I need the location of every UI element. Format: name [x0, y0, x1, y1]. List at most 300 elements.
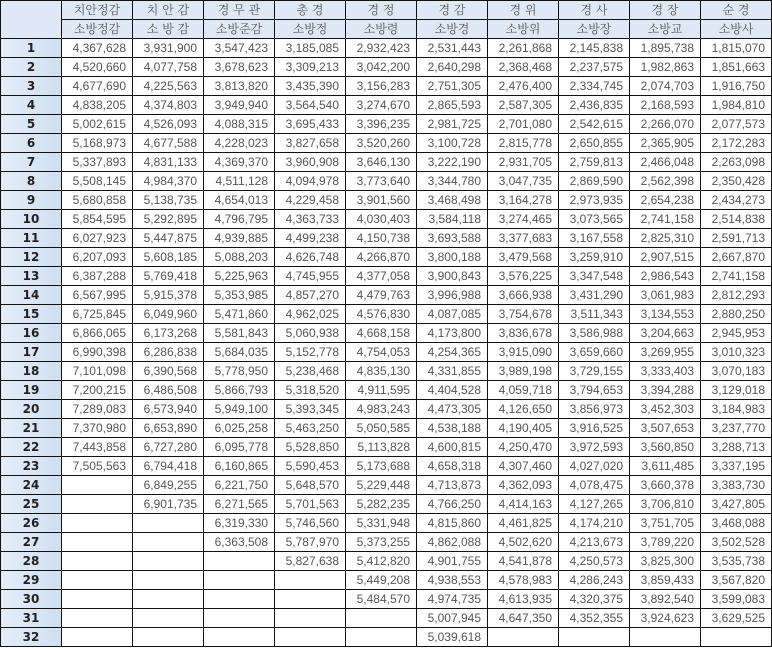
fire-rank-header: 소방정감: [62, 20, 133, 39]
salary-cell: 6,221,750: [204, 476, 275, 495]
salary-cell: 7,101,098: [62, 362, 133, 381]
table-row: [1, 77, 772, 96]
salary-cell: 6,725,845: [62, 305, 133, 324]
salary-cell: 6,286,838: [133, 343, 204, 362]
salary-cell: 5,449,208: [346, 571, 417, 590]
salary-cell: 4,831,133: [133, 153, 204, 172]
salary-cell: 5,827,638: [275, 552, 346, 571]
table-row: [1, 419, 772, 438]
empty-cell: [488, 628, 559, 647]
table-row: [1, 362, 772, 381]
salary-cell: 3,468,498: [417, 191, 488, 210]
salary-cell: 3,576,225: [488, 267, 559, 286]
salary-cell: 3,073,565: [559, 210, 630, 229]
salary-cell: 6,049,960: [133, 305, 204, 324]
table-row: [1, 400, 772, 419]
salary-cell: 5,088,203: [204, 248, 275, 267]
empty-cell: [133, 590, 204, 609]
salary-cell: 4,250,470: [488, 438, 559, 457]
empty-cell: [204, 571, 275, 590]
salary-cell: 3,269,955: [630, 343, 701, 362]
salary-cell: 5,138,735: [133, 191, 204, 210]
salary-cell: 2,654,238: [630, 191, 701, 210]
police-rank-header: 경 위: [488, 1, 559, 20]
police-rank-header: 경 장: [630, 1, 701, 20]
salary-cell: 5,447,875: [133, 229, 204, 248]
salary-cell: 5,337,893: [62, 153, 133, 172]
step-number: 16: [1, 324, 62, 343]
step-number: 23: [1, 457, 62, 476]
table-row: [1, 39, 772, 58]
step-number: 27: [1, 533, 62, 552]
salary-cell: 6,486,508: [133, 381, 204, 400]
salary-cell: 2,815,778: [488, 134, 559, 153]
table-row: [1, 476, 772, 495]
police-rank-header: 치 안 감: [133, 1, 204, 20]
salary-cell: 5,769,418: [133, 267, 204, 286]
salary-cell: 4,745,955: [275, 267, 346, 286]
fire-rank-header: 소방위: [488, 20, 559, 39]
salary-cell: 3,377,683: [488, 229, 559, 248]
empty-cell: [62, 571, 133, 590]
salary-cell: 4,526,093: [133, 115, 204, 134]
salary-cell: 6,653,890: [133, 419, 204, 438]
step-number: 30: [1, 590, 62, 609]
salary-cell: 3,916,525: [559, 419, 630, 438]
salary-cell: 3,567,820: [701, 571, 772, 590]
table-row: [1, 115, 772, 134]
salary-cell: 6,095,778: [204, 438, 275, 457]
salary-cell: 3,859,433: [630, 571, 701, 590]
salary-cell: 2,263,098: [701, 153, 772, 172]
salary-cell: 6,027,923: [62, 229, 133, 248]
salary-cell: 3,427,805: [701, 495, 772, 514]
step-number: 18: [1, 362, 62, 381]
salary-cell: 3,274,465: [488, 210, 559, 229]
salary-cell: 3,164,278: [488, 191, 559, 210]
empty-cell: [62, 514, 133, 533]
step-number: 7: [1, 153, 62, 172]
corner-cell: [1, 1, 62, 39]
police-rank-header: 총 경: [275, 1, 346, 20]
salary-cell: 3,184,983: [701, 400, 772, 419]
salary-cell: 4,984,370: [133, 172, 204, 191]
police-rank-header: 순 경: [701, 1, 772, 20]
salary-cell: 4,835,130: [346, 362, 417, 381]
police-rank-header: 경 감: [417, 1, 488, 20]
salary-cell: 4,862,088: [417, 533, 488, 552]
salary-cell: 5,484,570: [346, 590, 417, 609]
salary-cell: 2,466,048: [630, 153, 701, 172]
salary-cell: 3,100,728: [417, 134, 488, 153]
salary-cell: 4,320,375: [559, 590, 630, 609]
salary-cell: 5,238,468: [275, 362, 346, 381]
salary-cell: 3,931,900: [133, 39, 204, 58]
salary-cell: 4,766,250: [417, 495, 488, 514]
salary-cell: 4,473,305: [417, 400, 488, 419]
salary-cell: 3,259,910: [559, 248, 630, 267]
salary-cell: 5,168,973: [62, 134, 133, 153]
salary-cell: 3,924,623: [630, 609, 701, 628]
empty-cell: [62, 495, 133, 514]
salary-cell: 3,431,290: [559, 286, 630, 305]
salary-cell: 5,225,963: [204, 267, 275, 286]
salary-cell: 2,751,305: [417, 77, 488, 96]
salary-cell: 2,701,080: [488, 115, 559, 134]
table-row: [1, 172, 772, 191]
salary-cell: 5,412,820: [346, 552, 417, 571]
salary-cell: 5,866,793: [204, 381, 275, 400]
salary-cell: 3,396,235: [346, 115, 417, 134]
salary-cell: 7,200,215: [62, 381, 133, 400]
salary-cell: 5,590,453: [275, 457, 346, 476]
step-number: 4: [1, 96, 62, 115]
step-number: 15: [1, 305, 62, 324]
salary-cell: 4,286,243: [559, 571, 630, 590]
table-row: [1, 248, 772, 267]
salary-cell: 3,836,678: [488, 324, 559, 343]
salary-cell: 4,939,885: [204, 229, 275, 248]
salary-cell: 6,319,330: [204, 514, 275, 533]
salary-cell: 3,599,083: [701, 590, 772, 609]
salary-cell: 5,173,688: [346, 457, 417, 476]
salary-cell: 4,363,733: [275, 210, 346, 229]
salary-cell: 3,996,988: [417, 286, 488, 305]
salary-cell: 1,984,810: [701, 96, 772, 115]
salary-cell: 4,658,318: [417, 457, 488, 476]
salary-cell: 3,892,540: [630, 590, 701, 609]
table-row: [1, 58, 772, 77]
step-number: 9: [1, 191, 62, 210]
salary-cell: 5,292,895: [133, 210, 204, 229]
salary-cell: 4,377,058: [346, 267, 417, 286]
salary-cell: 4,174,210: [559, 514, 630, 533]
police-rank-header: 경 무 관: [204, 1, 275, 20]
salary-cell: 3,129,018: [701, 381, 772, 400]
salary-cell: 4,228,023: [204, 134, 275, 153]
fire-rank-header: 소방경: [417, 20, 488, 39]
step-number: 17: [1, 343, 62, 362]
salary-cell: 6,573,940: [133, 400, 204, 419]
salary-cell: 3,383,730: [701, 476, 772, 495]
salary-cell: 4,229,458: [275, 191, 346, 210]
step-number: 19: [1, 381, 62, 400]
salary-cell: 5,949,100: [204, 400, 275, 419]
salary-cell: 7,505,563: [62, 457, 133, 476]
salary-cell: 3,856,973: [559, 400, 630, 419]
fire-rank-header: 소 방 감: [133, 20, 204, 39]
salary-cell: 4,962,025: [275, 305, 346, 324]
salary-cell: 3,773,640: [346, 172, 417, 191]
salary-cell: 5,282,235: [346, 495, 417, 514]
step-number: 26: [1, 514, 62, 533]
salary-cell: 4,087,085: [417, 305, 488, 324]
salary-cell: 2,587,305: [488, 96, 559, 115]
salary-cell: 3,693,588: [417, 229, 488, 248]
salary-cell: 4,150,738: [346, 229, 417, 248]
salary-cell: 5,746,560: [275, 514, 346, 533]
salary-cell: 3,789,220: [630, 533, 701, 552]
fire-rank-header: 소방교: [630, 20, 701, 39]
salary-cell: 2,542,615: [559, 115, 630, 134]
table-row: [1, 343, 772, 362]
salary-cell: 5,701,563: [275, 495, 346, 514]
salary-cell: 5,331,948: [346, 514, 417, 533]
step-number: 12: [1, 248, 62, 267]
empty-cell: [275, 609, 346, 628]
empty-cell: [275, 628, 346, 647]
table-row: [1, 229, 772, 248]
salary-cell: 2,812,293: [701, 286, 772, 305]
salary-cell: 5,373,255: [346, 533, 417, 552]
table-row: [1, 324, 772, 343]
salary-cell: 4,307,460: [488, 457, 559, 476]
salary-cell: 3,347,548: [559, 267, 630, 286]
empty-cell: [204, 590, 275, 609]
empty-cell: [133, 514, 204, 533]
table-body: [1, 39, 772, 647]
salary-cell: 4,974,735: [417, 590, 488, 609]
salary-cell: 3,394,288: [630, 381, 701, 400]
salary-cell: 3,185,085: [275, 39, 346, 58]
empty-cell: [346, 609, 417, 628]
salary-cell: 3,754,678: [488, 305, 559, 324]
salary-cell: 3,901,560: [346, 191, 417, 210]
fire-rank-header: 소방장: [559, 20, 630, 39]
step-number: 13: [1, 267, 62, 286]
salary-cell: 3,960,908: [275, 153, 346, 172]
salary-cell: 2,667,870: [701, 248, 772, 267]
salary-cell: 2,237,575: [559, 58, 630, 77]
step-number: 24: [1, 476, 62, 495]
salary-cell: 4,600,815: [417, 438, 488, 457]
salary-cell: 4,983,243: [346, 400, 417, 419]
table-row: [1, 533, 772, 552]
header-row-police-ranks: [1, 1, 772, 20]
salary-cell: 4,520,660: [62, 58, 133, 77]
salary-cell: 3,547,423: [204, 39, 275, 58]
salary-cell: 3,666,938: [488, 286, 559, 305]
salary-cell: 1,982,863: [630, 58, 701, 77]
salary-cell: 3,535,738: [701, 552, 772, 571]
salary-cell: 4,626,748: [275, 248, 346, 267]
salary-cell: 4,173,800: [417, 324, 488, 343]
salary-cell: 4,578,983: [488, 571, 559, 590]
salary-cell: 7,443,858: [62, 438, 133, 457]
salary-cell: 4,414,163: [488, 495, 559, 514]
salary-cell: 6,387,288: [62, 267, 133, 286]
salary-cell: 4,677,690: [62, 77, 133, 96]
salary-cell: 4,677,588: [133, 134, 204, 153]
salary-cell: 5,608,185: [133, 248, 204, 267]
salary-cell: 4,352,355: [559, 609, 630, 628]
salary-cell: 5,854,595: [62, 210, 133, 229]
salary-cell: 1,851,663: [701, 58, 772, 77]
salary-cell: 3,070,183: [701, 362, 772, 381]
salary-cell: 2,986,543: [630, 267, 701, 286]
salary-cell: 3,678,623: [204, 58, 275, 77]
fire-rank-header: 소방정: [275, 20, 346, 39]
salary-cell: 3,520,260: [346, 134, 417, 153]
salary-cell: 4,815,860: [417, 514, 488, 533]
salary-cell: 3,813,820: [204, 77, 275, 96]
step-number: 28: [1, 552, 62, 571]
salary-cell: 2,880,250: [701, 305, 772, 324]
salary-cell: 2,741,158: [701, 267, 772, 286]
salary-cell: 5,229,448: [346, 476, 417, 495]
salary-cell: 6,363,508: [204, 533, 275, 552]
table-row: [1, 514, 772, 533]
salary-cell: 3,560,850: [630, 438, 701, 457]
salary-cell: 3,751,705: [630, 514, 701, 533]
salary-cell: 2,945,953: [701, 324, 772, 343]
table-row: [1, 134, 772, 153]
empty-cell: [133, 533, 204, 552]
step-number: 20: [1, 400, 62, 419]
salary-cell: 4,538,188: [417, 419, 488, 438]
salary-cell: 5,050,585: [346, 419, 417, 438]
salary-cell: 2,932,423: [346, 39, 417, 58]
salary-cell: 3,511,343: [559, 305, 630, 324]
salary-cell: 5,353,985: [204, 286, 275, 305]
salary-cell: 4,362,093: [488, 476, 559, 495]
salary-cell: 4,127,265: [559, 495, 630, 514]
salary-cell: 3,659,660: [559, 343, 630, 362]
salary-cell: 6,990,398: [62, 343, 133, 362]
table-row: [1, 438, 772, 457]
salary-cell: 4,088,315: [204, 115, 275, 134]
step-number: 31: [1, 609, 62, 628]
salary-cell: 3,972,593: [559, 438, 630, 457]
salary-cell: 6,160,865: [204, 457, 275, 476]
salary-cell: 4,754,053: [346, 343, 417, 362]
header-row-fire-ranks: [1, 20, 772, 39]
salary-cell: 5,002,615: [62, 115, 133, 134]
salary-cell: 4,250,573: [559, 552, 630, 571]
fire-rank-header: 소방사: [701, 20, 772, 39]
salary-cell: 3,452,303: [630, 400, 701, 419]
salary-cell: 3,584,118: [417, 210, 488, 229]
salary-cell: 6,173,268: [133, 324, 204, 343]
salary-cell: 4,613,935: [488, 590, 559, 609]
empty-cell: [62, 628, 133, 647]
empty-cell: [62, 552, 133, 571]
salary-cell: 4,938,553: [417, 571, 488, 590]
fire-rank-header: 소방령: [346, 20, 417, 39]
salary-cell: 3,435,390: [275, 77, 346, 96]
table-row: [1, 609, 772, 628]
step-number: 1: [1, 39, 62, 58]
empty-cell: [133, 552, 204, 571]
salary-cell: 6,567,995: [62, 286, 133, 305]
salary-cell: 7,370,980: [62, 419, 133, 438]
step-number: 5: [1, 115, 62, 134]
salary-cell: 3,204,663: [630, 324, 701, 343]
salary-cell: 3,479,568: [488, 248, 559, 267]
salary-cell: 4,857,270: [275, 286, 346, 305]
salary-cell: 2,981,725: [417, 115, 488, 134]
salary-cell: 6,901,735: [133, 495, 204, 514]
salary-cell: 3,047,735: [488, 172, 559, 191]
table-row: [1, 153, 772, 172]
salary-cell: 3,989,198: [488, 362, 559, 381]
salary-cell: 4,668,158: [346, 324, 417, 343]
salary-cell: 5,113,828: [346, 438, 417, 457]
salary-cell: 5,581,843: [204, 324, 275, 343]
salary-cell: 2,741,158: [630, 210, 701, 229]
salary-cell: 4,838,205: [62, 96, 133, 115]
step-number: 14: [1, 286, 62, 305]
salary-cell: 2,261,868: [488, 39, 559, 58]
salary-cell: 3,825,300: [630, 552, 701, 571]
salary-cell: 3,507,653: [630, 419, 701, 438]
salary-cell: 2,759,813: [559, 153, 630, 172]
table-row: [1, 267, 772, 286]
salary-cell: 5,039,618: [417, 628, 488, 647]
step-number: 21: [1, 419, 62, 438]
salary-cell: 4,511,128: [204, 172, 275, 191]
step-number: 11: [1, 229, 62, 248]
salary-cell: 4,479,763: [346, 286, 417, 305]
step-number: 10: [1, 210, 62, 229]
salary-cell: 2,650,855: [559, 134, 630, 153]
salary-cell: 3,660,378: [630, 476, 701, 495]
empty-cell: [62, 533, 133, 552]
salary-cell: 4,374,803: [133, 96, 204, 115]
salary-cell: 4,027,020: [559, 457, 630, 476]
salary-cell: 2,368,468: [488, 58, 559, 77]
step-number: 6: [1, 134, 62, 153]
salary-cell: 4,266,870: [346, 248, 417, 267]
empty-cell: [204, 609, 275, 628]
salary-cell: 4,713,873: [417, 476, 488, 495]
salary-cell: 3,288,713: [701, 438, 772, 457]
salary-cell: 3,695,433: [275, 115, 346, 134]
salary-cell: 4,499,238: [275, 229, 346, 248]
empty-cell: [133, 609, 204, 628]
salary-cell: 2,973,935: [559, 191, 630, 210]
table-row: [1, 628, 772, 647]
step-number: 2: [1, 58, 62, 77]
salary-cell: 4,059,718: [488, 381, 559, 400]
salary-cell: 1,916,750: [701, 77, 772, 96]
salary-cell: 2,640,298: [417, 58, 488, 77]
table-row: [1, 305, 772, 324]
step-number: 25: [1, 495, 62, 514]
salary-cell: 5,684,035: [204, 343, 275, 362]
salary-cell: 2,591,713: [701, 229, 772, 248]
salary-cell: 3,134,553: [630, 305, 701, 324]
salary-cell: 3,309,213: [275, 58, 346, 77]
salary-cell: 4,576,830: [346, 305, 417, 324]
salary-cell: 2,562,398: [630, 172, 701, 191]
salary-cell: 4,078,475: [559, 476, 630, 495]
table-row: [1, 571, 772, 590]
salary-cell: 4,796,795: [204, 210, 275, 229]
salary-cell: 5,787,970: [275, 533, 346, 552]
salary-cell: 6,207,093: [62, 248, 133, 267]
salary-cell: 3,915,090: [488, 343, 559, 362]
empty-cell: [275, 571, 346, 590]
salary-cell: 2,077,573: [701, 115, 772, 134]
salary-cell: 3,042,200: [346, 58, 417, 77]
empty-cell: [62, 476, 133, 495]
salary-cell: 6,390,568: [133, 362, 204, 381]
empty-cell: [62, 590, 133, 609]
salary-cell: 3,337,195: [701, 457, 772, 476]
salary-cell: 2,168,593: [630, 96, 701, 115]
salary-cell: 4,094,978: [275, 172, 346, 191]
